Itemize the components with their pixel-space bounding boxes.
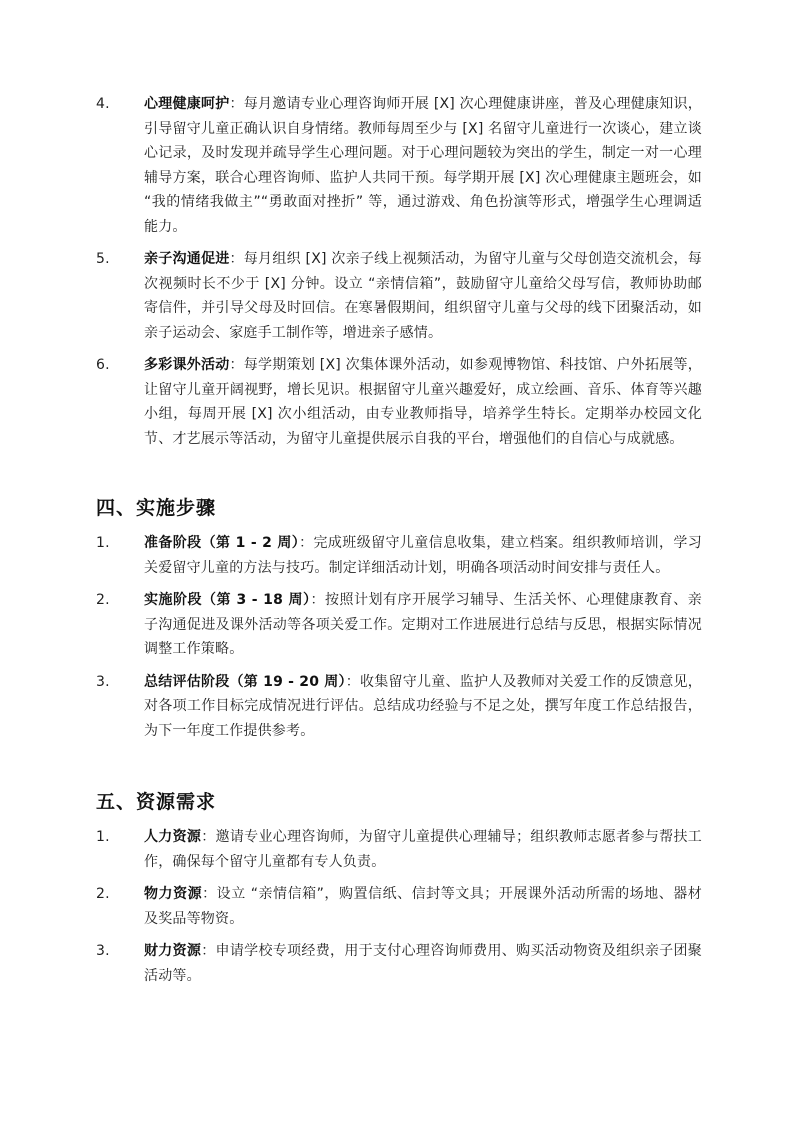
item-text: ：每月组织 [X] 次亲子线上视频活动，为留守儿童与父母创造交流机会，每次视频时长不少于 [X] 分钟。设立 “亲情信箱”，鼓励留守儿童给父母写信，教师协助邮寄信件，并引导父母及时回信。在寒暑假期间，组织留守儿童与父母的线下团聚活动，如亲子运动会、家庭手工制作等，增进亲子感情。 — [144, 251, 702, 341]
list-number: 1. — [96, 535, 110, 551]
list-number: 2. — [96, 592, 110, 608]
list-number: 3. — [96, 943, 110, 959]
list-number: 4. — [96, 96, 110, 112]
list-number: 6. — [96, 357, 110, 373]
list-number: 2. — [96, 886, 110, 902]
list-item — [96, 588, 702, 662]
item-text: ：设立 “亲情信箱”，购置信纸、信封等文具；开展课外活动所需的场地、器材及奖品等物资。 — [144, 886, 702, 927]
item-text: ：按照计划有序开展学习辅导、生活关怀、心理健康教育、亲子沟通促进及课外活动等各项关爱工作。定期对工作进展进行总结与反思，根据实际情况调整工作策略。 — [144, 592, 702, 657]
list-number: 3. — [96, 673, 110, 690]
item-label: 物力资源 — [144, 886, 203, 902]
item-label: 总结评估阶段（第 19 - 20 周） — [144, 673, 346, 690]
list-item — [96, 531, 702, 580]
section-three-continued-list — [96, 92, 702, 459]
list-item — [96, 353, 702, 451]
item-text: ：每月邀请专业心理咨询师开展 [X] 次心理健康讲座，普及心理健康知识，引导留守儿童正确认识自身情绪。教师每周至少与 [X] 名留守儿童进行一次谈心，建立谈心记录，及时发现并疏导学生心理问题。对于心理问题较为突出的学生，制定一对一心理辅导方案，联合心理咨询师、监护人共同干预。每学期开展 [X] 次心理健康主题班会，如 “我的情绪我做主”“勇敢面对挫折” 等，通过游戏、角色扮演等形式，增强学生心理调适能力。 — [144, 96, 702, 235]
item-text: ：收集留守儿童、监护人及教师对关爱工作的反馈意见，对各项工作目标完成情况进行评估。总结成功经验与不足之处，撰写年度工作总结报告，为下一年度工作提供参考。 — [144, 673, 702, 739]
list-item — [96, 825, 702, 874]
item-text: ：完成班级留守儿童信息收集，建立档案。组织教师培训，学习关爱留守儿童的方法与技巧。制定详细活动计划，明确各项活动时间安排与责任人。 — [144, 535, 702, 576]
item-text: ：每学期策划 [X] 次集体课外活动，如参观博物馆、科技馆、户外拓展等，让留守儿童开阔视野，增长见识。根据留守儿童兴趣爱好，成立绘画、音乐、体育等兴趣小组，每周开展 [X] 次小组活动，由专业教师指导，培养学生特长。定期举办校园文化节、才艺展示等活动，为留守儿童提供展示自我的平台，增强他们的自信心与成就感。 — [144, 357, 702, 447]
item-label: 亲子沟通促进 — [144, 251, 230, 267]
list-number: 1. — [96, 829, 110, 845]
section-four-list — [96, 531, 702, 751]
item-label: 准备阶段（第 1 - 2 周） — [144, 535, 300, 551]
list-item — [96, 882, 702, 931]
list-item — [96, 247, 702, 345]
item-label: 心理健康呵护 — [144, 96, 230, 112]
item-label: 人力资源 — [144, 829, 202, 845]
item-label: 财力资源 — [144, 943, 202, 959]
item-text: ：邀请专业心理咨询师，为留守儿童提供心理辅导；组织教师志愿者参与帮扶工作，确保每个留守儿童都有专人负责。 — [144, 829, 702, 870]
item-label: 实施阶段（第 3 - 18 周） — [144, 592, 311, 608]
section-five-heading: 五、资源需求 — [96, 791, 217, 813]
item-label: 多彩课外活动 — [144, 357, 230, 373]
item-text: ：申请学校专项经费，用于支付心理咨询师费用、购买活动物资及组织亲子团聚活动等。 — [144, 943, 702, 984]
list-item — [96, 92, 702, 239]
section-four-heading: 四、实施步骤 — [96, 497, 217, 519]
list-item — [96, 939, 702, 988]
section-five-list — [96, 825, 702, 996]
list-number: 5. — [96, 251, 110, 267]
list-item — [96, 670, 702, 744]
